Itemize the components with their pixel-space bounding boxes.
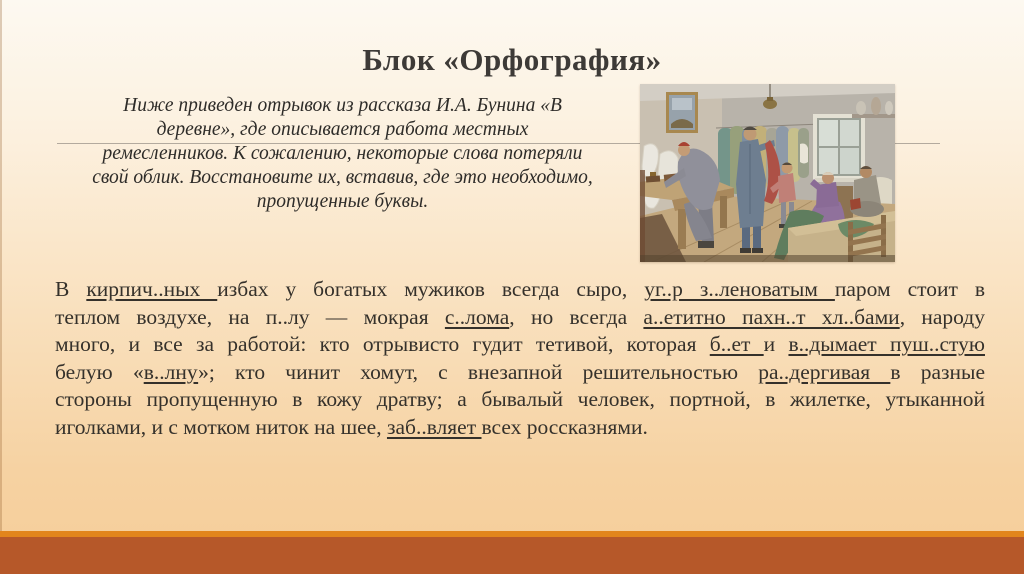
passage-segment: , народу	[899, 304, 985, 329]
intro-line: ремесленников. К сожалению, некоторые слова потеряли	[102, 143, 583, 164]
gap-word: б..ет	[709, 332, 764, 357]
intro-line: пропущенные буквы.	[256, 191, 429, 212]
passage-segment: теплом воздухе, на п..лу — мокрая	[55, 304, 445, 329]
slide-title: Блок «Орфография»	[362, 42, 662, 77]
gap-word: уг..р з..леноватым	[644, 277, 835, 301]
passage-segment: в разные	[890, 359, 985, 384]
footer-band	[0, 537, 1024, 574]
gap-word: ра..дергивая	[758, 359, 891, 384]
gap-word: а..етитно пахн..т хл..бами	[643, 304, 900, 329]
passage-segment: стороны пропущенную в кожу дратву; а бывалый человек, портной, в жилетке, утыканной	[55, 387, 985, 412]
gap-word: в..лну	[143, 359, 199, 384]
passage-segment: всех россказнями.	[481, 414, 648, 439]
passage-line	[55, 304, 985, 332]
passage-segment: паром стоит в	[834, 277, 985, 301]
passage-segment: много, и все за работой: кто отрывисто гудит тетивой, которая	[55, 332, 710, 357]
passage-segment: , но всегда	[509, 304, 644, 329]
passage-segment: »; кто чинит хомут, с внезапной решительностью	[198, 359, 759, 384]
passage-segment: иголками, и с мотком ниток на шее,	[55, 414, 387, 439]
gap-word: заб..вляет	[386, 414, 482, 439]
passage-segment: и	[763, 332, 789, 357]
gap-word: кирпич..ных	[86, 277, 218, 301]
passage-text	[55, 276, 985, 442]
painting-window	[813, 114, 865, 182]
gap-word: в..дымает пуш..стую	[788, 332, 985, 357]
left-edge-shadow	[0, 0, 2, 532]
intro-line: свой облик. Восстановите их, вставив, где это необходимо,	[92, 167, 593, 188]
passage-line	[55, 331, 985, 359]
passage-line	[55, 276, 985, 304]
passage-line	[55, 359, 985, 387]
gap-word: с..лома	[444, 304, 510, 329]
passage-segment: белую «	[55, 359, 144, 384]
workshop-painting	[640, 84, 895, 262]
painting-jug	[800, 144, 808, 164]
intro-text	[55, 94, 630, 214]
passage-line	[55, 386, 985, 414]
intro-line: Ниже приведен отрывок из рассказа И.А. Бунина «В	[123, 95, 562, 116]
painting-picture-frame	[666, 92, 698, 133]
passage-segment: В	[55, 277, 87, 301]
passage-segment: избах у богатых мужиков всегда сыро,	[217, 277, 645, 301]
intro-line: деревне», где описывается работа местных	[156, 119, 529, 140]
passage-line	[55, 414, 985, 442]
